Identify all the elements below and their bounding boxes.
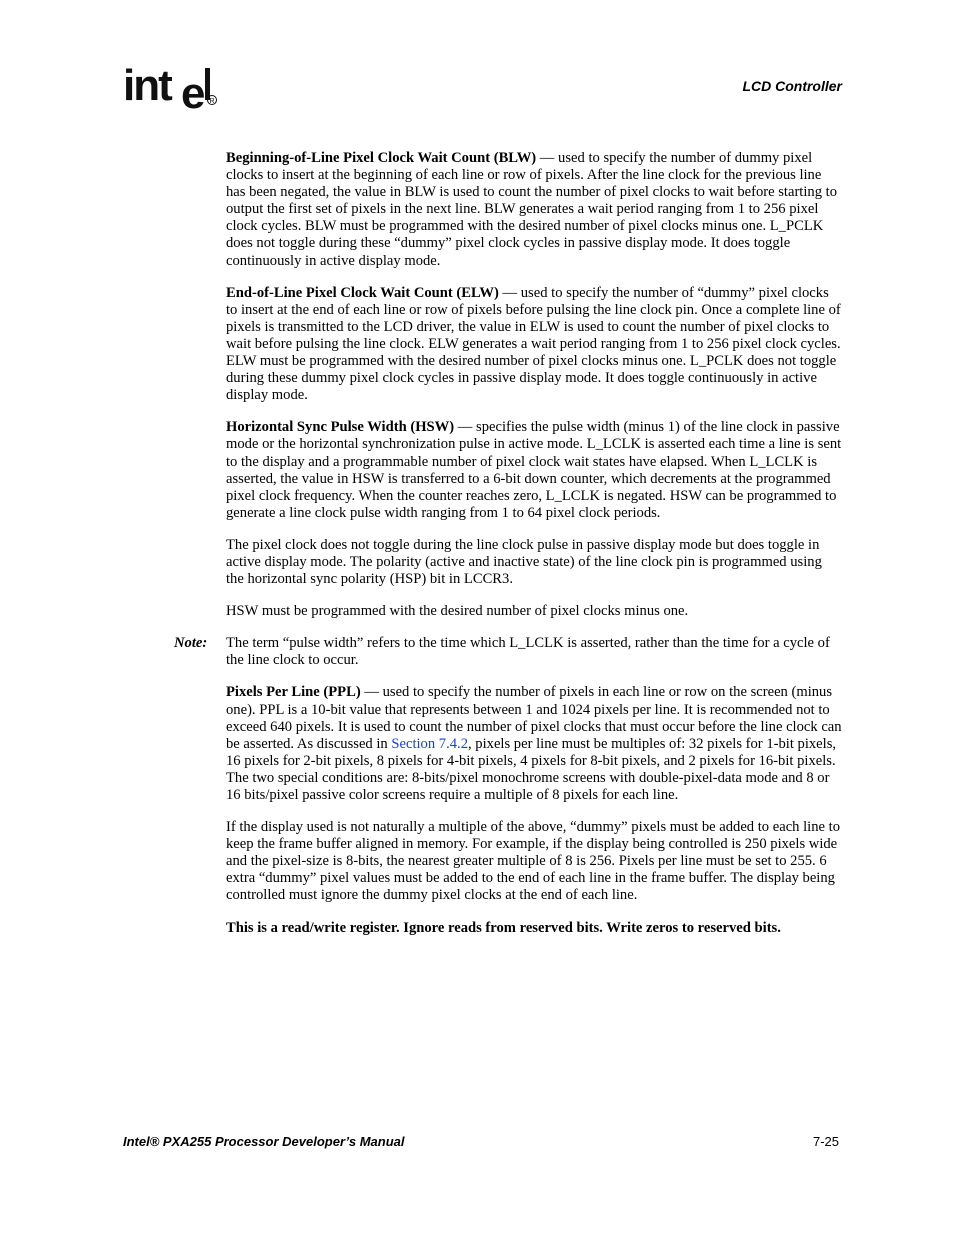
- elw-text: — used to specify the number of “dummy” pixel clocks to insert at the end of each line or row of pixels before pulsing the line clock pin. Once a complete line of pixels is transmitted to the LCD driver, the value in ELW is used to count the number of pixel clocks to wait before pulsing the line clock. ELW generates a wait period ranging from 1 to 256 pixel clock cycles. ELW must be programmed with the desired number of pixel clocks minus one. L_PCLK does not toggle during these dummy pixel clock cycles in passive display mode. It does toggle continuously in active display mode.: [226, 284, 841, 404]
- footer-manual-title: Intel® PXA255 Processor Developer’s Manual: [123, 1134, 405, 1149]
- blw-paragraph: [226, 150, 842, 270]
- register-note-text: This is a read/write register. Ignore reads from reserved bits. Write zeros to reserved bits.: [226, 919, 781, 936]
- svg-text:R: R: [209, 98, 215, 105]
- note-paragraph: [174, 635, 842, 669]
- hsw-paragraph-3: HSW must be programmed with the desired number of pixel clocks minus one.: [226, 603, 689, 620]
- hsw-paragraph: [226, 419, 842, 522]
- ppl-text-after-link: , pixels per line must be multiples of: 32 pixels for 1-bit pixels, 16 pixels for 2-bit pixels, 8 pixels for 4-bit pixels, 4 pixels for 8-bit pixels, and 2 pixels for 16-bit pixels. The two special conditions are: 8-bits/pixel monochrome screens with double-pixel-data mode and 8 or 16 bits/pixel passive color screens require a multiple of 8 pixels for each line.: [226, 735, 837, 803]
- elw-paragraph: [226, 285, 842, 405]
- blw-term: Beginning-of-Line Pixel Clock Wait Count (BLW): [226, 150, 537, 166]
- note-text: The term “pulse width” refers to the time which L_LCLK is asserted, rather than the time for a cycle of the line clock to occur.: [226, 635, 830, 669]
- svg-text:int: int: [123, 61, 171, 110]
- section-title: LCD Controller: [742, 78, 842, 94]
- intel-logo: [123, 60, 223, 118]
- note-label: Note:: [174, 635, 208, 652]
- section-7-4-2-link[interactable]: Section 7.4.2: [391, 735, 468, 752]
- body-text: [174, 150, 842, 952]
- ppl-paragraph: [226, 684, 842, 804]
- footer-page-number: 7-25: [812, 1134, 839, 1149]
- ppl-text-before-link: — used to specify the number of pixels in each line or row on the screen (minus one). PPL is a 10-bit value that represents between 1 and 1024 pixels per line. It is recommended not to exceed 640 pixels. It is used to count the number of pixel clocks that must occur before the line clock can be asserted. As discussed in: [226, 684, 842, 752]
- hsw-term: Horizontal Sync Pulse Width (HSW): [226, 419, 455, 436]
- register-note: [226, 920, 842, 937]
- elw-term: End-of-Line Pixel Clock Wait Count (ELW): [226, 284, 499, 301]
- ppl-term: Pixels Per Line (PPL): [226, 684, 361, 701]
- hsw-text: — specifies the pulse width (minus 1) of the line clock in passive mode or the horizontal synchronization pulse in active mode. L_LCLK is asserted each time a line is sent to the display and a programmable number of pixel clock wait states have elapsed. When L_LCLK is asserted, the value in HSW is transferred to a 6-bit down counter, which decrements at the programmed pixel clock frequency. When the counter reaches zero, L_LCLK is negated. HSW can be programmed to generate a line clock pulse width ranging from 1 to 64 pixel clock periods.: [226, 419, 842, 521]
- blw-text: — used to specify the number of dummy pixel clocks to insert at the beginning of each line or row of pixels. After the line clock for the previous line has been negated, the value in BLW is used to count the number of pixel clocks to wait before starting to output the first set of pixels in the next line. BLW generates a wait period ranging from 1 to 256 pixel clock cycles. BLW must be programmed with the desired number of pixel clocks minus one. L_PCLK does not toggle during these “dummy” pixel clock cycles in passive display mode. It does toggle continuously in active display mode.: [226, 150, 838, 269]
- ppl-paragraph-2: If the display used is not naturally a multiple of the above, “dummy” pixels must be added to each line to keep the frame buffer aligned in memory. For example, if the display being controlled is 250 pixels wide and the pixel-size is 8-bits, the nearest greater multiple of 8 is 256. Pixels per line must be set to 255. 6 extra “dummy” pixel values must be added to the end of each line in the frame buffer. The display being controlled must ignore the dummy pixel clocks at the end of each line.: [226, 819, 840, 904]
- svg-text:e: e: [181, 69, 206, 118]
- hsw-paragraph-2: The pixel clock does not toggle during the line clock pulse in passive display mode but does toggle in active display mode. The polarity (active and inactive state) of the line clock pin is programmed using the horizontal sync polarity (HSP) bit in LCCR3.: [226, 536, 822, 588]
